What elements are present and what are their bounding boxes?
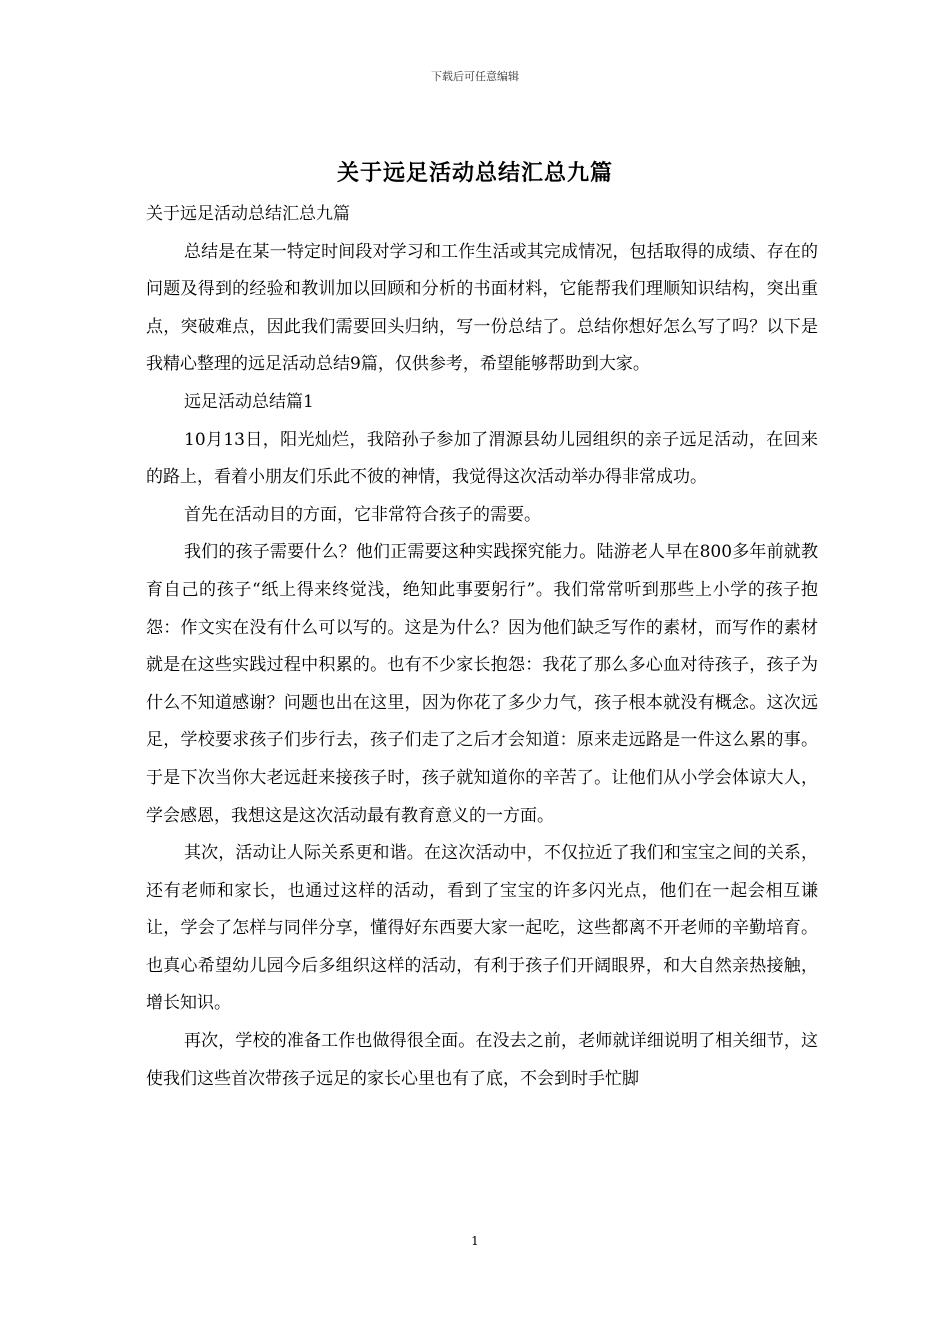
page-header-note: 下载后可任意编辑: [431, 70, 519, 83]
body-paragraph: 其次，活动让人际关系更和谐。在这次活动中，不仅拉近了我们和宝宝之间的关系，还有老师和家长，也通过这样的活动，看到了宝宝的许多闪光点，他们在一起会相互谦让，学会了怎样与同伴分享，懂得好东西要大家一起吃，这些都离不开老师的辛勤培育。也真心希望幼儿园今后多组织这样的活动，有利于孩子们开阔眼界，和大自然亲热接触，增长知识。: [146, 843, 818, 1014]
document-title: 关于远足活动总结汇总九篇: [336, 160, 613, 186]
body-paragraph: 首先在活动目的方面，它非常符合孩子的需要。: [184, 504, 541, 525]
body-paragraph: 再次，学校的准备工作也做得很全面。在没去之前，老师就详细说明了相关细节，这使我们这些首次带孩子远足的家长心里也有了底，不会到时手忙脚: [146, 1031, 818, 1089]
body-paragraph: 我们的孩子需要什么？他们正需要这种实践探究能力。陆游老人早在800多年前就教育自己的孩子“纸上得来终觉浅，绝知此事要躬行”。我们常常听到那些上小学的孩子抱怨：作文实在没有什么可以写的。这是为什么？因为他们缺乏写作的素材，而写作的素材就是在这些实践过程中积累的。也有不少家长抱怨：我花了那么多心血对待孩子，孩子为什么不知道感谢？问题也出在这里，因为你花了多少力气，孩子根本就没有概念。这次远足，学校要求孩子们步行去，孩子们走了之后才会知道：原来走远路是一件这么累的事。于是下次当你大老远赶来接孩子时，孩子就知道你的辛苦了。让他们从小学会体谅大人，学会感恩，我想这是这次活动最有教育意义的一方面。: [146, 542, 818, 826]
section-heading: 远足活动总结篇1: [184, 391, 314, 412]
body-paragraph: 10月13日，阳光灿烂，我陪孙子参加了渭源县幼儿园组织的亲子远足活动，在回来的路上，看着小朋友们乐此不彼的神情，我觉得这次活动举办得非常成功。: [146, 429, 818, 488]
page-number: 1: [471, 1234, 479, 1248]
intro-paragraph: 总结是在某一特定时间段对学习和工作生活或其完成情况，包括取得的成绩、存在的问题及得到的经验和教训加以回顾和分析的书面材料，它能帮我们理顺知识结构，突出重点，突破难点，因此我们需要回头归纳，写一份总结了。总结你想好怎么写了吗？以下是我精心整理的远足活动总结9篇，仅供参考，希望能够帮助到大家。: [146, 241, 818, 375]
document-body: [146, 196, 818, 1098]
subtitle-paragraph: 关于远足活动总结汇总九篇: [146, 204, 350, 224]
